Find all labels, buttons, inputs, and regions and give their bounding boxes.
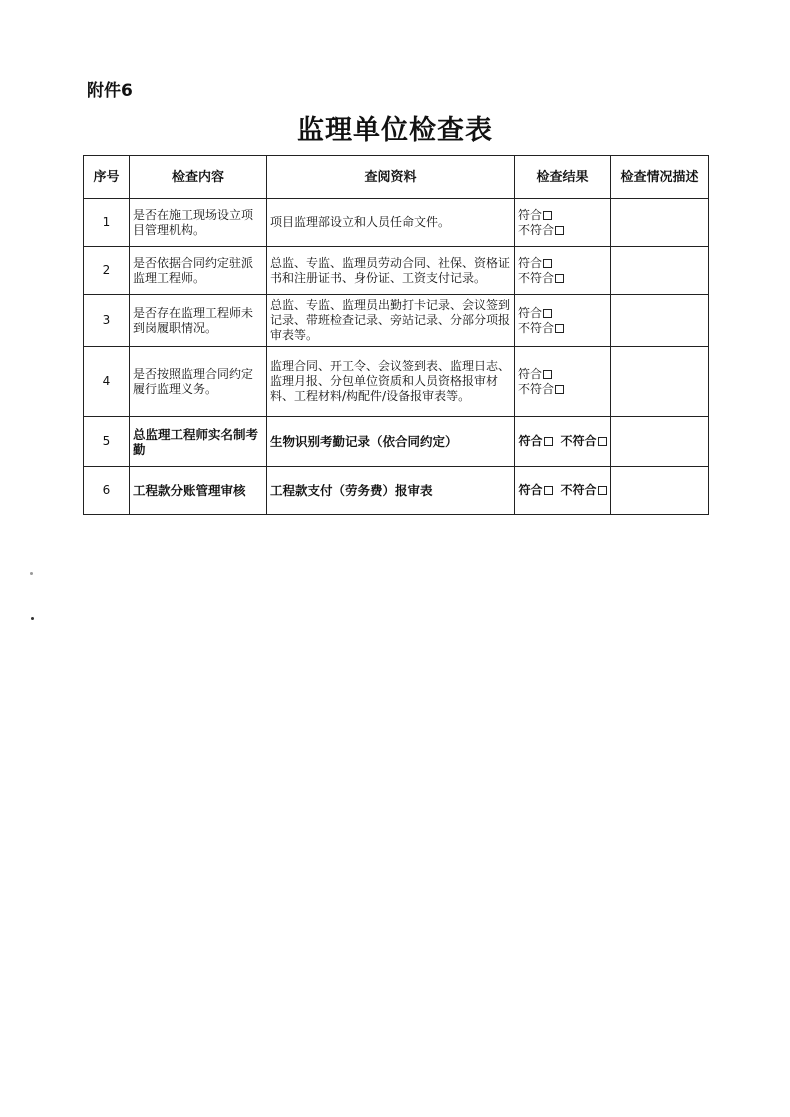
row-docs: 工程款支付（劳务费）报审表 [267,467,515,515]
fail-label: 不符合 [518,270,555,285]
row-seq: 2 [84,247,130,295]
header-result: 检查结果 [515,156,611,199]
pass-checkbox[interactable] [544,486,553,495]
table-header-row [84,156,709,199]
table-row [84,247,709,295]
row-content: 是否存在监理工程师未到岗履职情况。 [130,295,267,347]
row-description[interactable] [611,417,709,467]
pass-label: 符合 [518,207,543,222]
row-content: 工程款分账管理审核 [130,467,267,515]
row-content: 总监理工程师实名制考勤 [130,417,267,467]
header-docs: 查阅资料 [267,156,515,199]
row-seq: 3 [84,295,130,347]
pass-label: 符合 [518,483,543,497]
pass-checkbox[interactable] [544,437,553,446]
row-result [515,417,611,467]
table-row [84,199,709,247]
header-seq: 序号 [84,156,130,199]
header-content: 检查内容 [130,156,267,199]
row-seq: 5 [84,417,130,467]
row-result [515,247,611,295]
scan-speck [31,617,34,620]
row-docs: 总监、专监、监理员出勤打卡记录、会议签到记录、带班检查记录、旁站记录、分部分项报审表等。 [267,295,515,347]
row-result [515,199,611,247]
inspection-table [83,155,709,515]
table-row [84,417,709,467]
row-content: 是否在施工现场设立项目管理机构。 [130,199,267,247]
fail-label: 不符合 [518,381,555,396]
row-description[interactable] [611,295,709,347]
row-content: 是否依据合同约定驻派监理工程师。 [130,247,267,295]
fail-label: 不符合 [560,434,597,448]
header-description: 检查情况描述 [611,156,709,199]
table-row [84,467,709,515]
row-seq: 4 [84,347,130,417]
row-docs: 项目监理部设立和人员任命文件。 [267,199,515,247]
pass-checkbox[interactable] [543,309,552,318]
pass-label: 符合 [518,366,543,381]
page-title: 监理单位检查表 [297,115,493,146]
fail-checkbox[interactable] [555,226,564,235]
pass-label: 符合 [518,434,543,448]
fail-checkbox[interactable] [555,385,564,394]
table-row [84,347,709,417]
pass-label: 符合 [518,305,543,320]
fail-checkbox[interactable] [598,437,607,446]
row-result [515,467,611,515]
row-docs: 生物识别考勤记录（依合同约定） [267,417,515,467]
row-result [515,295,611,347]
table-row [84,295,709,347]
pass-checkbox[interactable] [543,259,552,268]
row-description[interactable] [611,247,709,295]
row-docs: 总监、专监、监理员劳动合同、社保、资格证书和注册证书、身份证、工资支付记录。 [267,247,515,295]
pass-checkbox[interactable] [543,370,552,379]
pass-label: 符合 [518,255,543,270]
pass-checkbox[interactable] [543,211,552,220]
row-content: 是否按照监理合同约定履行监理义务。 [130,347,267,417]
attachment-label: 附件6 [87,81,133,101]
fail-checkbox[interactable] [598,486,607,495]
row-seq: 1 [84,199,130,247]
fail-label: 不符合 [518,222,555,237]
row-seq: 6 [84,467,130,515]
fail-label: 不符合 [518,320,555,335]
fail-checkbox[interactable] [555,274,564,283]
fail-checkbox[interactable] [555,324,564,333]
row-description[interactable] [611,199,709,247]
fail-label: 不符合 [560,483,597,497]
row-docs: 监理合同、开工令、会议签到表、监理日志、监理月报、分包单位资质和人员资格报审材料、工程材料/构配件/设备报审表等。 [267,347,515,417]
row-result [515,347,611,417]
row-description[interactable] [611,467,709,515]
scan-speck [30,572,33,575]
row-description[interactable] [611,347,709,417]
